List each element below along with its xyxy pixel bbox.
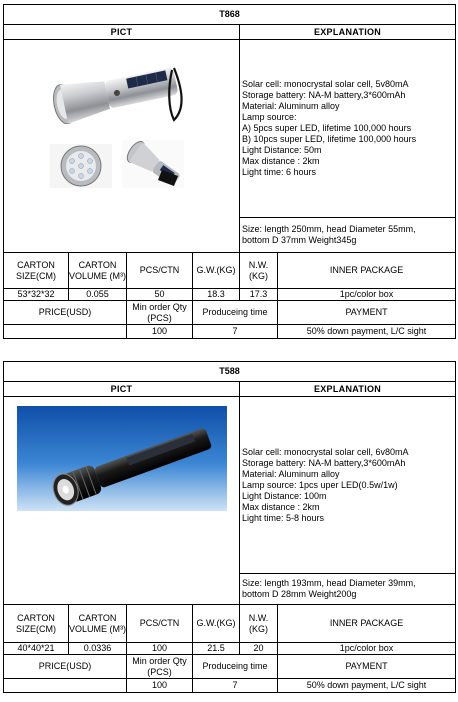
carton-size-value: 53*32*32	[4, 289, 69, 301]
payment-value: 50% down payment, L/C sight	[278, 325, 456, 339]
price-header: PRICE(USD)	[4, 301, 127, 325]
explanation-line: Storage battery: NA-M battery,3*600mAh	[242, 90, 406, 100]
inner-package-value: 1pc/color box	[278, 289, 456, 301]
explanation-header: EXPLANATION	[240, 382, 456, 397]
nw-header: N.W.(KG)	[240, 253, 278, 289]
product-sheet-t588	[3, 361, 456, 693]
explanation-line: Solar cell: monocrystal solar cell, 6v80mA	[242, 446, 409, 457]
payment-value: 50% down payment, L/C sight	[278, 679, 456, 693]
gw-header: G.W.(KG)	[193, 605, 240, 643]
explanation-line: Max distance : 2km	[242, 156, 320, 166]
min-order-value: 100	[127, 679, 193, 693]
explanation-cell	[240, 397, 456, 574]
explanation-line: Light Distance: 100m	[242, 490, 327, 501]
size-cell	[240, 574, 456, 605]
explanation-line: Storage battery: NA-M battery,3*600mAh	[242, 457, 406, 468]
explanation-line: Material: Aluminum alloy	[242, 101, 340, 111]
product-sheet-t868	[3, 4, 456, 339]
carton-volume-value: 0.0336	[69, 643, 127, 655]
carton-volume-header: CARTON VOLUME (M³)	[69, 605, 127, 643]
price-value	[4, 325, 127, 339]
flashlight-photo-main	[17, 406, 227, 511]
inner-package-header: INNER PACKAGE	[278, 605, 456, 643]
explanation-cell	[240, 40, 456, 218]
price-header: PRICE(USD)	[4, 655, 127, 679]
model-title: T588	[4, 362, 456, 382]
product-photo-cell	[4, 397, 240, 605]
model-title: T868	[4, 5, 456, 25]
size-cell	[240, 218, 456, 253]
pcs-ctn-value: 100	[127, 643, 193, 655]
nw-value: 20	[240, 643, 278, 655]
gw-value: 18.3	[193, 289, 240, 301]
producing-time-value: 7	[193, 325, 278, 339]
explanation-line: A) 5pcs super LED, lifetime 100,000 hours	[242, 123, 412, 133]
size-line: bottom D 28mm Weight200g	[242, 589, 357, 599]
explanation-line: B) 10pcs super LED, lifetime 100,000 hours	[242, 134, 417, 144]
explanation-header: EXPLANATION	[240, 25, 456, 40]
producing-time-header: Produceing time	[193, 301, 278, 325]
explanation-line: Lamp source: 1pcs uper LED(0.5w/1w)	[242, 479, 398, 490]
inner-package-value: 1pc/color box	[278, 643, 456, 655]
carton-volume-value: 0.055	[69, 289, 127, 301]
explanation-line: Max distance : 2km	[242, 501, 320, 512]
payment-header: PAYMENT	[278, 655, 456, 679]
explanation-line: Material: Aluminum alloy	[242, 468, 340, 479]
explanation-line: Lamp source:	[242, 112, 297, 122]
pict-header: PICT	[4, 25, 240, 40]
explanation-line: Solar cell: monocrystal solar cell, 5v80mA	[242, 79, 409, 89]
min-order-header: Min order Qty (PCS)	[127, 301, 193, 325]
gw-value: 21.5	[193, 643, 240, 655]
explanation-line: Light time: 6 hours	[242, 167, 317, 177]
gw-header: G.W.(KG)	[193, 253, 240, 289]
flashlight-photo-side	[122, 140, 184, 188]
pict-header: PICT	[4, 382, 240, 397]
size-line: bottom D 37mm Weight345g	[242, 235, 357, 245]
min-order-header: Min order Qty (PCS)	[127, 655, 193, 679]
flashlight-photo-front	[50, 144, 112, 188]
producing-time-value: 7	[193, 679, 278, 693]
min-order-value: 100	[127, 325, 193, 339]
payment-header: PAYMENT	[278, 301, 456, 325]
product-photo-cell	[4, 40, 240, 253]
explanation-line: Light time: 5-8 hours	[242, 512, 325, 523]
producing-time-header: Produceing time	[193, 655, 278, 679]
carton-size-value: 40*40*21	[4, 643, 69, 655]
flashlight-photo-main	[46, 48, 196, 124]
size-line: Size: length 250mm, head Diameter 55mm,	[242, 224, 416, 234]
pcs-ctn-header: PCS/CTN	[127, 253, 193, 289]
carton-size-header: CARTON SIZE(CM)	[4, 605, 69, 643]
pcs-ctn-value: 50	[127, 289, 193, 301]
carton-volume-header: CARTON VOLUME (M³)	[69, 253, 127, 289]
carton-size-header: CARTON SIZE(CM)	[4, 253, 69, 289]
pcs-ctn-header: PCS/CTN	[127, 605, 193, 643]
nw-header: N.W.(KG)	[240, 605, 278, 643]
explanation-line: Light Distance: 50m	[242, 145, 322, 155]
size-line: Size: length 193mm, head Diameter 39mm,	[242, 578, 416, 588]
price-value	[4, 679, 127, 693]
nw-value: 17.3	[240, 289, 278, 301]
inner-package-header: INNER PACKAGE	[278, 253, 456, 289]
